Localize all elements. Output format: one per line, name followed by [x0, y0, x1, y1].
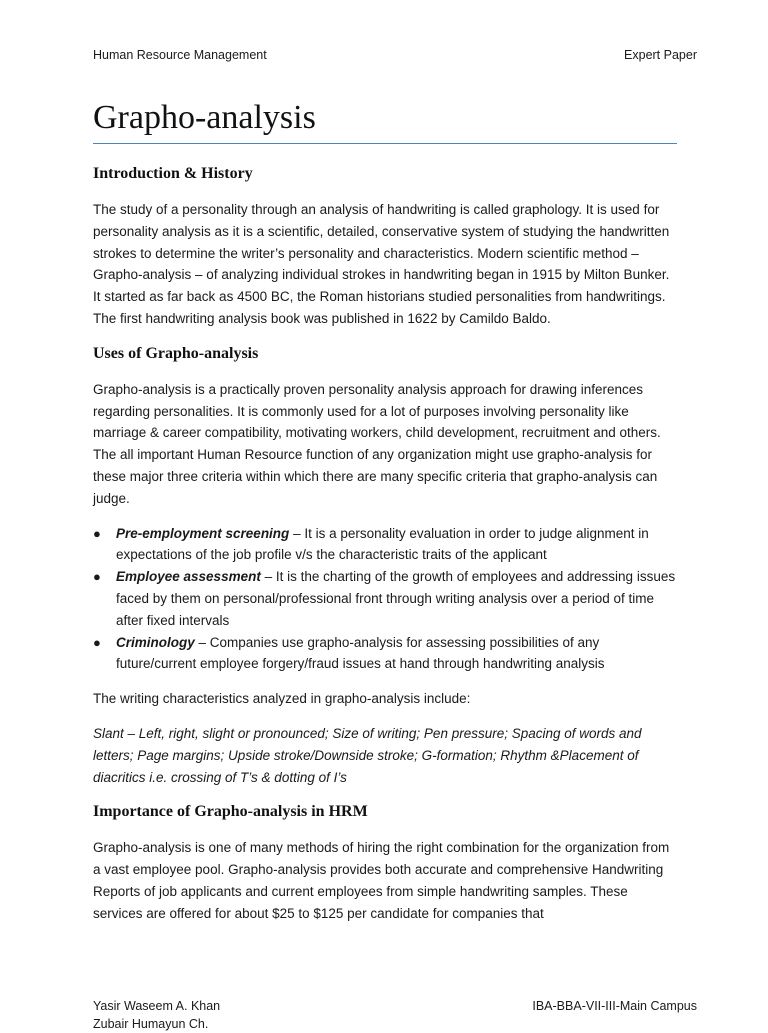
bullet-term: Criminology: [116, 634, 195, 650]
document-title: Grapho-analysis: [93, 99, 316, 136]
header-course-name: Human Resource Management: [93, 48, 267, 62]
bullet-term: Employee assessment: [116, 569, 261, 585]
list-item: [93, 632, 677, 676]
bullet-icon: ●: [93, 569, 101, 585]
footer-authors: [93, 997, 220, 1033]
title-divider: [93, 143, 677, 144]
characteristics-list: Slant – Left, right, slight or pronounced; Size of writing; Pen pressure; Spacing of words and letters; Page margins; Upside stroke/Downside stroke; G-formation; Rhythm &Placement of diacritics i.e. crossing of T’s & dotting of I’s: [93, 725, 642, 785]
footer-campus: IBA-BBA-VII-III-Main Campus: [532, 999, 697, 1013]
document-body: [93, 163, 677, 938]
list-item: [93, 566, 677, 631]
section-heading-uses: Uses of Grapho-analysis: [93, 344, 259, 362]
running-header: [93, 47, 697, 63]
footer-author: Yasir Waseem A. Khan: [93, 999, 221, 1013]
footer-author: Zubair Humayun Ch.: [93, 1017, 209, 1031]
running-footer: [93, 997, 697, 1033]
list-item: [93, 523, 677, 567]
section-heading-importance: Importance of Grapho-analysis in HRM: [93, 803, 368, 821]
bullet-icon: ●: [93, 525, 101, 541]
characteristics-intro: The writing characteristics analyzed in grapho-analysis include:: [93, 691, 471, 707]
bullet-term: Pre-employment screening: [116, 525, 290, 541]
header-paper-type: Expert Paper: [624, 48, 697, 62]
criteria-list: [93, 523, 677, 676]
bullet-text: – Companies use grapho-analysis for assessing possibilities of any future/current employee forgery/fraud issues at hand through handwriting analysis: [116, 634, 605, 672]
bullet-text: – It is a personality evaluation in order to judge alignment in expectations of the job profile v/s the characteristic traits of the applicant: [116, 525, 649, 563]
importance-paragraph: Grapho-analysis is one of many methods of hiring the right combination for the organization from a vast employee pool. Grapho-analysis provides both accurate and comprehensive Handwriting Reports of job applicants and current employees from simple handwriting samples. These services are offered for about $25 to $125 per candidate for companies that: [93, 840, 670, 921]
section-heading-intro: Introduction & History: [93, 165, 253, 182]
bullet-icon: ●: [93, 634, 101, 650]
uses-paragraph: Grapho-analysis is a practically proven personality analysis approach for drawing inferences regarding personalities. It is commonly used for a lot of purposes involving personality like marriage & career compatibility, motivating workers, child development, recruitment and others. The all important Human Resource function of any organization might use grapho-analysis for these major three criteria within which there are many specific criteria that grapho-analysis can judge.: [93, 381, 661, 506]
bullet-text: – It is the charting of the growth of employees and addressing issues faced by them on personal/professional front through writing analysis over a period of time after fixed intervals: [116, 569, 676, 628]
intro-paragraph: The study of a personality through an analysis of handwriting is called graphology. It is used for personality analysis as it is a scientific, detailed, conservative system of studying the handwritten strokes to determine the writer’s personality and characteristics. Modern scientific method – Grapho-analysis – of analyzing individual strokes in handwriting began in 1915 by Milton Bunker. It started as far back as 4500 BC, the Roman historians studied personalities from handwritings. The first handwriting analysis book was published in 1622 by Camildo Baldo.: [93, 202, 670, 326]
